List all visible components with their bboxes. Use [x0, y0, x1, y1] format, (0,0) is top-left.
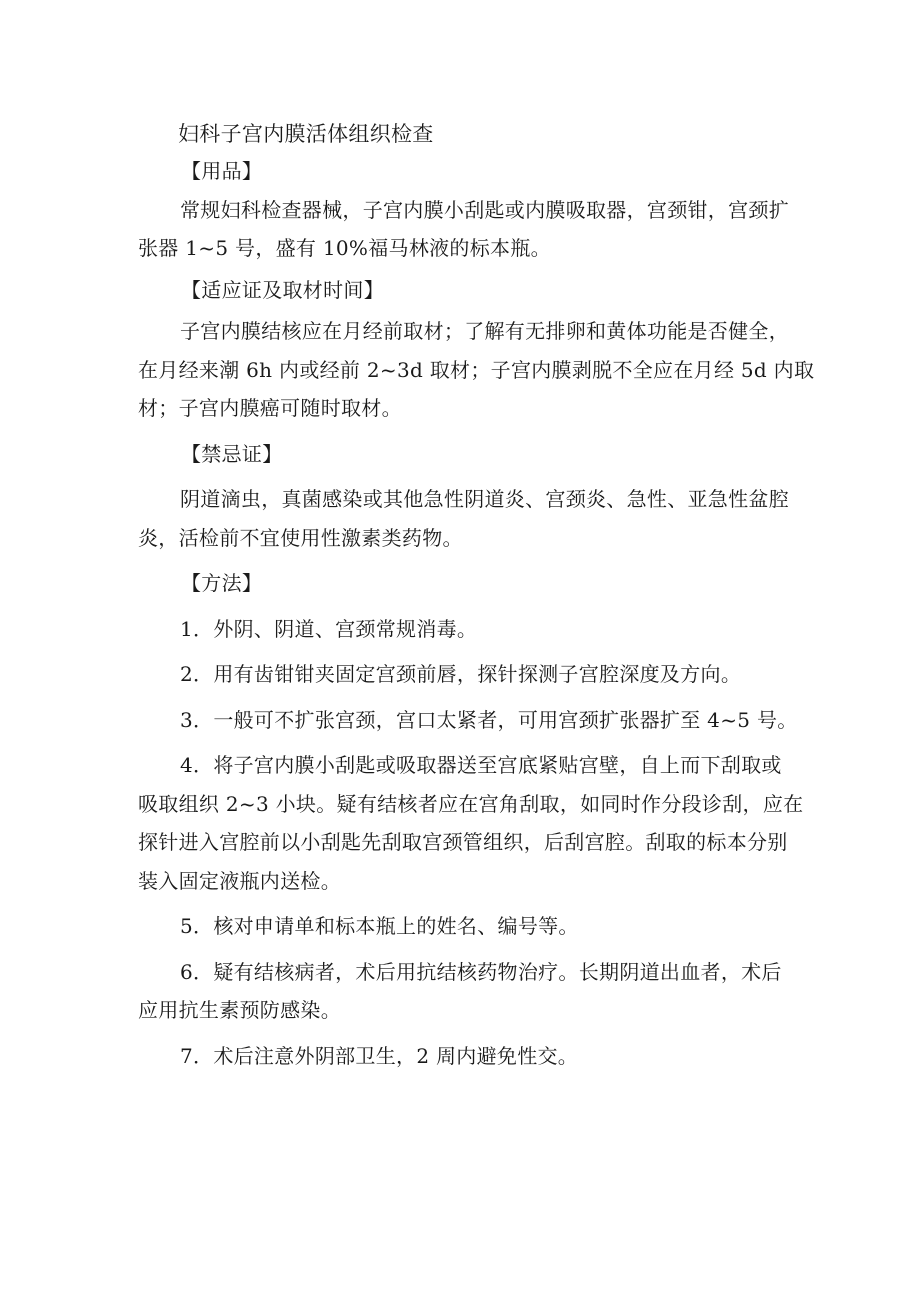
method-step-2 [138, 655, 788, 694]
paragraph-indications [138, 312, 815, 428]
paragraph-line: 5．核对申请单和标本瓶上的姓名、编号等。 [180, 914, 579, 938]
method-step-3 [138, 701, 798, 740]
paragraph-line: 3．一般可不扩张宫颈，宫口太紧者，可用宫颈扩张器扩至 4~5 号。 [180, 707, 798, 732]
paragraph-line: 常规妇科检查器械，子宫内膜小刮匙或内膜吸取器，宫颈钳，宫颈扩 [180, 197, 789, 222]
section-heading-method: 【方法】 [181, 571, 263, 595]
paragraph-line: 4．将子宫内膜小刮匙或吸取器送至宫底紧贴宫壁，自上而下刮取或 [180, 753, 782, 777]
document-title: 妇科子宫内膜活体组织检查 [178, 122, 434, 146]
paragraph-line: 子宫内膜结核应在月经前取材；了解有无排卵和黄体功能是否健全， [180, 319, 789, 343]
section-heading-contraindications: 【禁忌证】 [181, 441, 283, 466]
paragraph-line: 1．外阴、阴道、宫颈常规消毒。 [180, 616, 478, 641]
paragraph-line: 6．疑有结核病者，术后用抗结核药物治疗。长期阴道出血者，术后 [180, 959, 782, 984]
section-heading-indications: 【适应证及取材时间】 [181, 277, 384, 302]
method-step-5 [138, 907, 788, 946]
paragraph-line: 阴道滴虫，真菌感染或其他急性阴道炎、宫颈炎、急性、亚急性盆腔 [180, 487, 789, 511]
method-step-6 [138, 953, 788, 1030]
method-step-4 [138, 746, 804, 900]
paragraph-contraindications [138, 480, 788, 557]
paragraph-line: 在月经来潮 6h 内或经前 2~3d 取材；子宫内膜剥脱不全应在月经 5d 内取 [138, 357, 815, 382]
paragraph-line: 炎，活检前不宜使用性激素类药物。 [138, 525, 463, 550]
document-body [138, 116, 815, 1075]
section-heading-supplies: 【用品】 [181, 159, 263, 183]
paragraph-line: 应用抗生素预防感染。 [138, 998, 341, 1022]
paragraph-line: 吸取组织 2~3 小块。疑有结核者应在宫角刮取，如同时作分段诊刮，应在 [138, 791, 804, 816]
paragraph-line: 探针进入宫腔前以小刮匙先刮取宫颈管组织，后刮宫腔。刮取的标本分别 [138, 830, 788, 854]
paragraph-line: 2．用有齿钳钳夹固定宫颈前唇，探针探测子宫腔深度及方向。 [180, 662, 742, 686]
paragraph-line: 装入固定液瓶内送检。 [138, 868, 341, 893]
method-step-1 [138, 610, 788, 649]
method-step-7 [138, 1037, 788, 1076]
paragraph-line: 材；子宫内膜癌可随时取材。 [138, 396, 402, 420]
paragraph-line: 7．术后注意外阴部卫生，2 周内避免性交。 [180, 1043, 579, 1068]
paragraph-line: 张器 1~5 号，盛有 10%福马林液的标本瓶。 [138, 236, 551, 260]
paragraph-supplies [138, 191, 788, 268]
